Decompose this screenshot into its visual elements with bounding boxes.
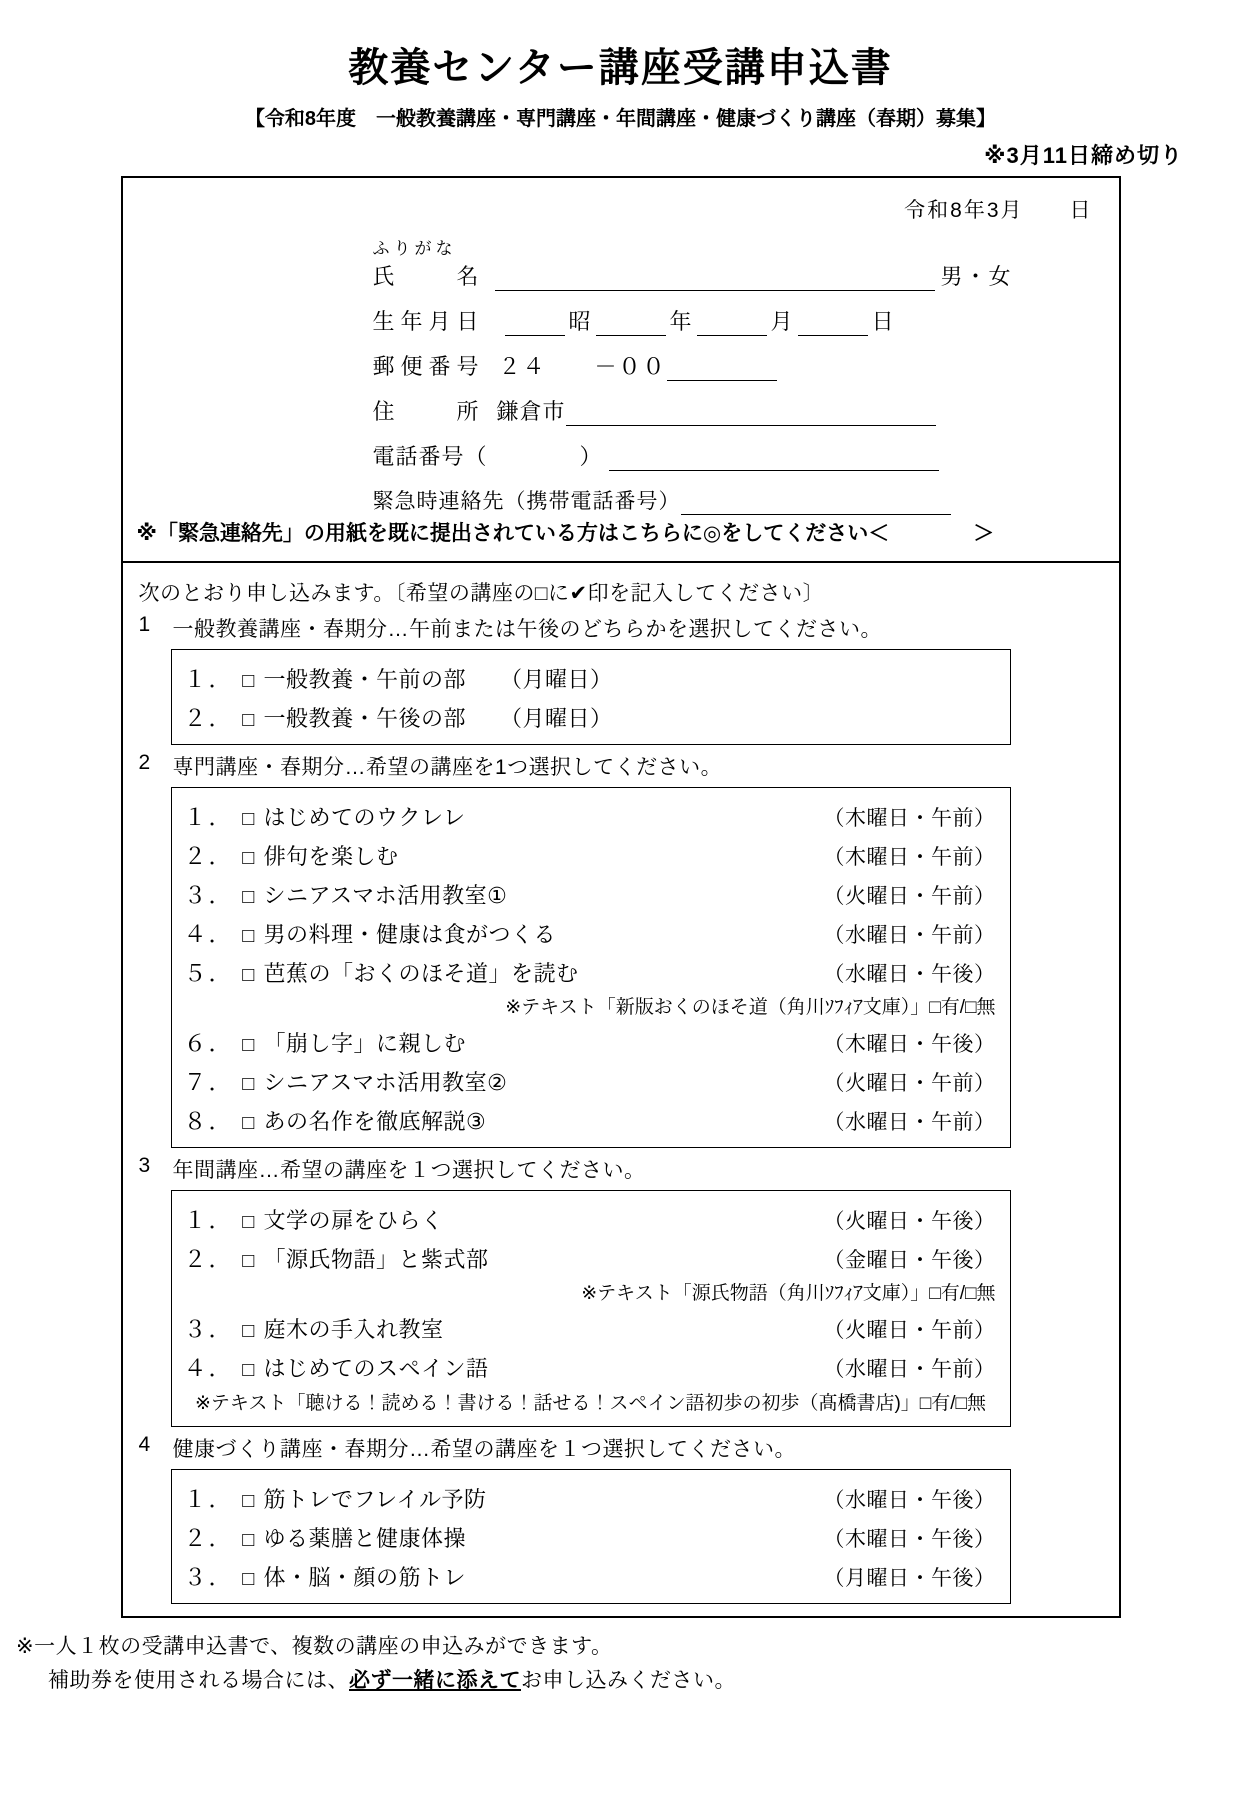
date-field: 令和8年3月 日 — [904, 199, 1093, 222]
section-4-heading — [139, 1433, 1119, 1463]
option-label: 俳句を楽しむ — [263, 844, 399, 869]
option-label: 体・脳・顔の筋トレ — [263, 1565, 467, 1590]
option-number: ８． — [183, 1108, 234, 1134]
option-number: ７． — [183, 1069, 234, 1095]
textbook-note[interactable]: ※テキスト「聴ける！読める！書ける！話せる！スペイン語初歩の初歩（髙橋書店)」□有/□無 — [194, 1393, 987, 1414]
address-row — [373, 395, 1119, 426]
list-item[interactable] — [172, 1308, 1010, 1347]
deadline-notice: ※3月11日締め切り — [984, 143, 1183, 168]
birth-month-input[interactable] — [697, 309, 767, 336]
option-number: ４． — [183, 921, 234, 947]
checkbox-icon[interactable]: □ — [242, 1320, 255, 1342]
footer-note-2 — [48, 1664, 1241, 1694]
footer-note-1: ※一人１枚の受講申込書で、複数の講座の申込みができます。 — [16, 1635, 613, 1658]
option-number: １． — [183, 1486, 234, 1512]
list-item[interactable] — [172, 1238, 1010, 1277]
postal-value[interactable]: ２４ －００ — [498, 354, 667, 379]
list-item[interactable] — [172, 1199, 1010, 1238]
option-label: はじめてのスペイン語 — [263, 1356, 489, 1381]
instructions: 次のとおり申し込みます。〔希望の講座の□に✔印を記入してください〕 — [138, 582, 825, 605]
option-schedule: （水曜日・午後） — [823, 963, 996, 986]
list-item[interactable] — [172, 1100, 1010, 1139]
birth-era-label: 昭 — [568, 309, 592, 334]
checkbox-icon[interactable]: □ — [242, 1034, 255, 1056]
section-1-title: 一般教養講座・春期分…午前または午後のどちらかを選択してください。 — [172, 618, 882, 641]
birth-year-label: 年 — [669, 309, 693, 334]
birth-year-input[interactable] — [596, 309, 666, 336]
option-label: ゆる薬膳と健康体操 — [263, 1526, 467, 1551]
option-label: 男の料理・健康は食がつくる — [263, 922, 557, 947]
section-4-number: 4 — [138, 1433, 151, 1456]
name-label: 氏 名 — [372, 264, 485, 289]
course-selection-box — [121, 563, 1121, 1618]
checkbox-icon[interactable]: □ — [242, 709, 255, 731]
option-label: 「源氏物語」と紫式部 — [263, 1247, 489, 1272]
section-3-title: 年間講座…希望の講座を１つ選択してください。 — [172, 1159, 646, 1182]
postal-input[interactable] — [667, 354, 777, 381]
option-schedule: （火曜日・午後） — [823, 1210, 996, 1233]
birth-month-label: 月 — [770, 309, 794, 334]
postal-row — [373, 350, 1119, 381]
option-schedule: （木曜日・午後） — [823, 1033, 996, 1056]
list-item[interactable] — [172, 796, 1010, 835]
option-label: 一般教養・午前の部 （月曜日） — [263, 667, 613, 692]
list-item[interactable] — [172, 913, 1010, 952]
option-number: ２． — [183, 705, 234, 731]
option-label: あの名作を徹底解説③ — [263, 1109, 487, 1134]
textbook-note[interactable]: ※テキスト「新版おくのほそ道（角川ｿﾌｨｱ文庫）」□有/□無 — [505, 997, 996, 1018]
option-schedule: （水曜日・午後） — [823, 1489, 996, 1512]
option-label: 庭木の手入れ教室 — [263, 1317, 444, 1342]
option-number: ３． — [183, 1564, 234, 1590]
emergency-note: ※「緊急連絡先」の用紙を既に提出されている方はこちらに◎をしてください＜ ＞ — [136, 522, 995, 545]
section-4-title: 健康づくり講座・春期分…希望の講座を１つ選択してください。 — [172, 1438, 796, 1461]
option-schedule: （水曜日・午前） — [823, 1111, 996, 1134]
checkbox-icon[interactable]: □ — [242, 670, 255, 692]
section-2-number: 2 — [138, 751, 151, 774]
section-2-title: 専門講座・春期分…希望の講座を1つ選択してください。 — [172, 756, 723, 779]
option-schedule: （火曜日・午前） — [823, 1319, 996, 1342]
page-title: 教養センター講座受講申込書 — [348, 46, 893, 90]
checkbox-icon[interactable]: □ — [242, 886, 255, 908]
checkbox-icon[interactable]: □ — [242, 808, 255, 830]
option-number: ３． — [183, 882, 234, 908]
option-label: 筋トレでフレイル予防 — [263, 1487, 487, 1512]
section-1-heading — [139, 613, 1119, 643]
footer-note-2-pre: 補助券を使用される場合には、 — [48, 1669, 349, 1692]
option-schedule: （水曜日・午前） — [823, 1358, 996, 1381]
list-item[interactable] — [172, 952, 1010, 991]
personal-info-box — [121, 176, 1121, 563]
section-4-options — [171, 1469, 1011, 1604]
section-3-options — [171, 1190, 1011, 1427]
checkbox-icon[interactable]: □ — [242, 847, 255, 869]
footer-note-2-post: お申し込みください。 — [521, 1669, 736, 1692]
checkbox-icon[interactable]: □ — [242, 1250, 255, 1272]
option-label: シニアスマホ活用教室① — [263, 883, 508, 908]
list-item[interactable] — [172, 697, 1010, 736]
birthdate-row — [373, 305, 1119, 336]
section-1-number: 1 — [138, 613, 151, 636]
list-item[interactable] — [172, 1556, 1010, 1595]
checkbox-icon[interactable]: □ — [242, 1359, 255, 1381]
option-schedule: （月曜日・午後） — [823, 1567, 996, 1590]
phone-input[interactable] — [609, 444, 939, 471]
list-item[interactable] — [172, 1347, 1010, 1386]
option-number: ２． — [183, 1246, 234, 1272]
option-number: ６． — [183, 1030, 234, 1056]
page-subtitle: 【令和8年度 一般教養講座・専門講座・年間講座・健康づくり講座（春期）募集】 — [244, 108, 997, 130]
option-label: シニアスマホ活用教室② — [263, 1070, 508, 1095]
option-number: ２． — [183, 843, 234, 869]
gender-choice[interactable]: 男・女 — [940, 264, 1013, 289]
list-item[interactable] — [172, 874, 1010, 913]
list-item[interactable] — [172, 1478, 1010, 1517]
option-schedule: （木曜日・午前） — [823, 807, 996, 830]
address-input[interactable] — [566, 399, 936, 426]
option-schedule: （水曜日・午前） — [823, 924, 996, 947]
option-number: １． — [183, 666, 234, 692]
option-label: 文学の扉をひらく — [263, 1208, 444, 1233]
address-label: 住 所 — [372, 399, 485, 424]
option-label: 一般教養・午後の部 （月曜日） — [263, 706, 613, 731]
option-number: １． — [183, 1207, 234, 1233]
section-1-options — [171, 649, 1011, 745]
birth-day-label: 日 — [871, 309, 895, 334]
checkbox-icon[interactable]: □ — [242, 1112, 255, 1134]
postal-label: 郵便番号 — [372, 354, 485, 379]
option-schedule: （火曜日・午前） — [823, 885, 996, 908]
list-item[interactable] — [172, 835, 1010, 874]
checkbox-icon[interactable]: □ — [242, 964, 255, 986]
name-row — [373, 260, 1119, 291]
section-3-heading — [139, 1154, 1119, 1184]
footer-note-2-emphasis: 必ず一緒に添えて — [349, 1669, 521, 1692]
section-2-options — [171, 787, 1011, 1148]
address-city: 鎌倉市 — [496, 399, 566, 424]
checkbox-icon[interactable]: □ — [242, 1490, 255, 1512]
option-number: １． — [183, 804, 234, 830]
option-schedule: （木曜日・午前） — [823, 846, 996, 869]
list-item[interactable] — [172, 1517, 1010, 1556]
option-schedule: （金曜日・午後） — [823, 1249, 996, 1272]
option-number: ２． — [183, 1525, 234, 1551]
birth-era-input[interactable] — [505, 309, 565, 336]
birthdate-label: 生年月日 — [372, 309, 485, 334]
list-item[interactable] — [172, 658, 1010, 697]
emergency-input[interactable] — [681, 488, 951, 515]
list-item[interactable] — [172, 1061, 1010, 1100]
application-form-page — [0, 46, 1241, 1801]
section-3-number: 3 — [138, 1154, 151, 1177]
checkbox-icon[interactable]: □ — [242, 1211, 255, 1233]
emergency-label: 緊急時連絡先（携帯電話番号） — [372, 490, 681, 513]
checkbox-icon[interactable]: □ — [242, 1568, 255, 1590]
option-schedule: （木曜日・午後） — [823, 1528, 996, 1551]
option-number: ３． — [183, 1316, 234, 1342]
textbook-note[interactable]: ※テキスト「源氏物語（角川ｿﾌｨｱ文庫）」□有/□無 — [581, 1283, 996, 1304]
option-label: 「崩し字」に親しむ — [263, 1031, 467, 1056]
name-input[interactable] — [495, 264, 935, 291]
option-label: 芭蕉の「おくのほそ道」を読む — [263, 961, 579, 986]
emergency-row — [373, 485, 1119, 515]
option-schedule: （火曜日・午前） — [823, 1072, 996, 1095]
checkbox-icon[interactable]: □ — [242, 1073, 255, 1095]
phone-label: 電話番号（ ） — [372, 444, 603, 469]
option-number: ５． — [183, 960, 234, 986]
phone-row — [373, 440, 1119, 471]
checkbox-icon[interactable]: □ — [242, 1529, 255, 1551]
checkbox-icon[interactable]: □ — [242, 925, 255, 947]
option-label: はじめてのウクレレ — [263, 805, 466, 830]
option-number: ４． — [183, 1355, 234, 1381]
section-2-heading — [139, 751, 1119, 781]
birth-day-input[interactable] — [798, 309, 868, 336]
furigana-label: ふりがな — [372, 239, 457, 258]
list-item[interactable] — [172, 1022, 1010, 1061]
